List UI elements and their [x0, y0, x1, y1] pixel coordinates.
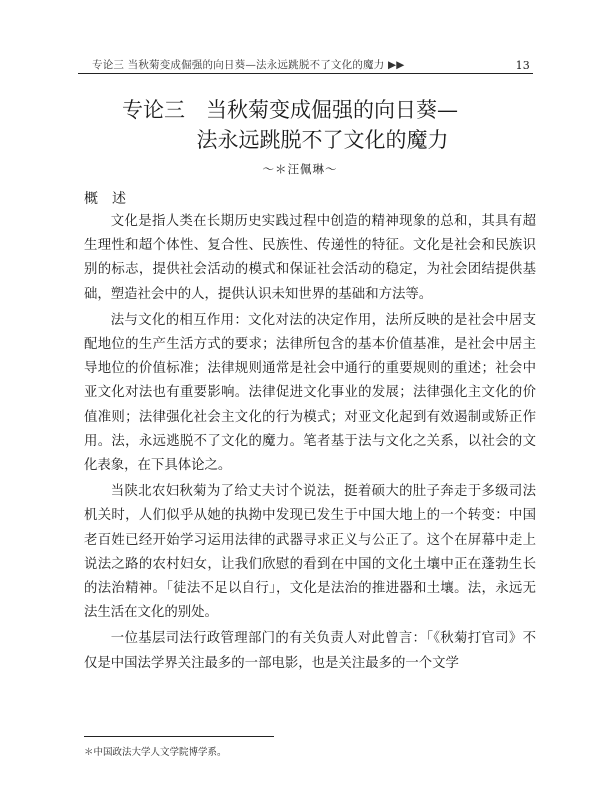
running-head-rule	[78, 73, 533, 74]
section-heading: 概述	[84, 191, 140, 207]
paragraph: 法与文化的相互作用：文化对法的决定作用，法所反映的是社会中居支配地位的生产生活方式的要求；法律所包含的基本价值基准，是社会中居主导地位的价值标准；法律规则通常是社会中通行的重要规则的重述；社会中亚文化对法也有重要影响。法律促进文化事业的发展；法律强化主文化的价值准则；法律强化社会主文化的行为模式；对亚文化起到有效遏制或矫正作用。法，永远逃脱不了文化的魔力。笔者基于法与文化之关系，以社会的文化表象，在下具体论之。	[84, 312, 536, 474]
footnote: ＊中国政法大学人文学院博学系。	[84, 747, 227, 758]
author-byline: 〜＊汪佩琳〜	[262, 162, 338, 176]
body-text	[84, 210, 536, 678]
paragraph: 文化是指人类在长期历史实践过程中创造的精神现象的总和，其具有超生理性和超个体性、复合性、民族性、传递性的特征。文化是社会和民族识别的标志，提供社会活动的模式和保证社会活动的稳定，为社会团结提供基础，塑造社会中的人，提供认识未知世界的基础和方法等。	[84, 214, 536, 302]
running-head-text: 专论三 当秋菊变成倔强的向日葵—法永远跳脱不了文化的魔力 ▶▶	[92, 59, 405, 71]
page-number: 13	[515, 59, 530, 72]
running-head	[92, 57, 530, 72]
chapter-title-line2: 法永远跳脱不了文化的魔力	[196, 128, 449, 152]
chapter-title	[60, 95, 540, 155]
chapter-title-line1: 专论三 当秋菊变成倔强的向日葵—	[122, 98, 458, 122]
paragraph: 当陕北农妇秋菊为了给丈夫讨个说法，挺着硕大的肚子奔走于多级司法机关时，人们似乎从她的执拗中发现已发生于中国大地上的一个转变：中国老百姓已经开始学习运用法律的武器寻求正义与公正了。这个在屏幕中走上说法之路的农村妇女，让我们欣慰的看到在中国的文化土壤中正在蓬勃生长的法治精神。「徒法不足以自行」，文化是法治的推进器和土壤。法，永远无法生活在文化的别处。	[84, 484, 536, 621]
paragraph: 一位基层司法行政管理部门的有关负责人对此曾言：「《秋菊打官司》不仅是中国法学界关注最多的一部电影，也是关注最多的一个文学	[84, 631, 536, 671]
footnote-rule	[84, 736, 274, 737]
